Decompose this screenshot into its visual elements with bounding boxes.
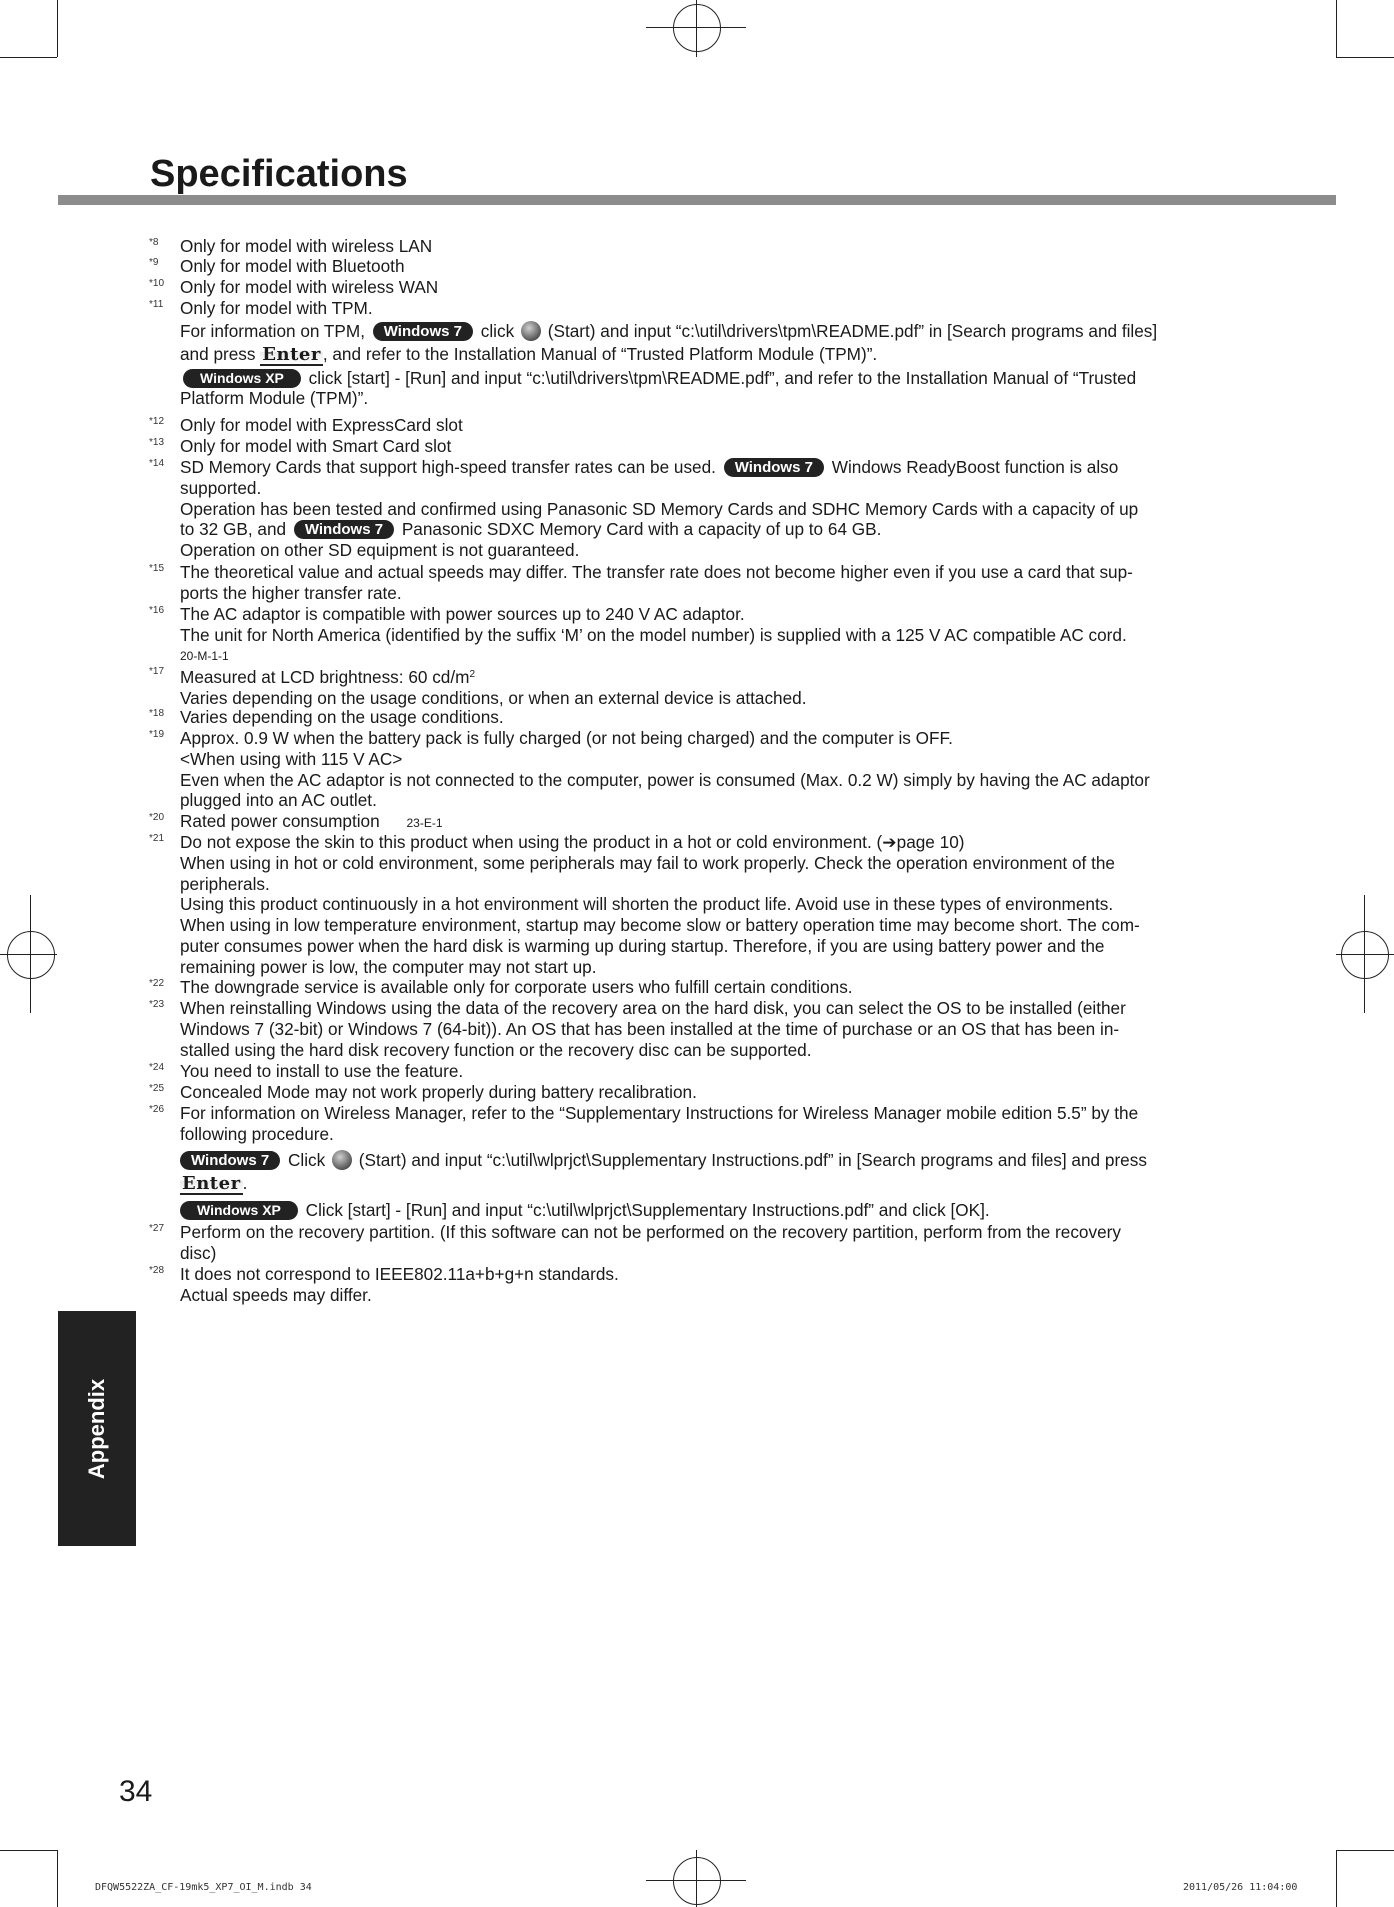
footnote <box>140 1082 1240 1103</box>
footnote-line: plugged into an AC outlet. <box>180 790 377 811</box>
footnote-line: Varies depending on the usage conditions. <box>180 707 504 727</box>
footnote-number: *21 <box>149 833 165 844</box>
footnote-number: *13 <box>149 437 165 448</box>
footer-file-info: DFQW5522ZA_CF-19mk5_XP7_OI_M.indb 34 <box>95 1882 312 1893</box>
footnote <box>140 562 1240 604</box>
start-orb-icon <box>332 1150 352 1170</box>
footnote-line: Concealed Mode may not work properly during battery recalibration. <box>180 1082 697 1102</box>
footnote <box>140 998 1240 1060</box>
footnote-line: Only for model with Smart Card slot <box>180 436 452 456</box>
footnote-line: <When using with 115 V AC> <box>180 748 403 769</box>
footnote <box>140 1264 1240 1306</box>
footnote <box>140 256 1240 277</box>
footnote-number: *28 <box>149 1265 165 1276</box>
footnote-line: The downgrade service is available only for corporate users who fulfill certain conditions. <box>180 977 853 997</box>
footnote-number: *19 <box>149 729 165 740</box>
footnote-line: following procedure. <box>180 1123 334 1144</box>
text: (Start) and input “c:\util\wlprjct\Supplementary Instructions.pdf” in [Search programs and files] and press <box>358 1149 1147 1170</box>
footnote-sd <box>140 457 1240 561</box>
footnote-number: *20 <box>149 812 165 823</box>
footnote-number: *17 <box>149 666 165 677</box>
footnote <box>140 415 1240 436</box>
footnote-line: Windows 7 (32-bit) or Windows 7 (64-bit)). An OS that has been installed at the time of purchase or an OS that has been in- <box>180 1018 1120 1039</box>
footnote-number: *25 <box>149 1083 165 1094</box>
footnote-line <box>180 457 1240 478</box>
footnote-number: *14 <box>149 458 165 469</box>
footnote-line: Perform on the recovery partition. (If this software can not be performed on the recovery partition, perform from the recovery <box>180 1222 1121 1242</box>
footnote-number: *12 <box>149 416 165 427</box>
footnote-number: *26 <box>149 1104 165 1115</box>
footnote-line <box>180 344 1240 366</box>
footnote-line: peripherals. <box>180 873 270 894</box>
footnote-line: The theoretical value and actual speeds may differ. The transfer rate does not become higher even if you use a card that sup- <box>180 562 1133 582</box>
title-rule <box>58 195 1336 205</box>
footnote-line: Actual speeds may differ. <box>180 1284 372 1305</box>
footnote <box>140 1061 1240 1082</box>
footnote-line: The unit for North America (identified by the suffix ‘M’ on the model number) is supplied with a 125 V AC compatible AC cord. <box>180 624 1127 645</box>
text: , and refer to the Installation Manual of “Trusted Platform Module (TPM)”. <box>322 343 878 364</box>
footnote-line <box>180 368 1240 389</box>
footnote <box>140 728 1240 811</box>
appendix-side-tab <box>58 1311 136 1546</box>
footnote-line: Using this product continuously in a hot environment will shorten the product life. Avoid use in these types of environments. <box>180 894 1114 915</box>
footnote <box>140 977 1240 998</box>
footnote-line: Approx. 0.9 W when the battery pack is fully charged (or not being charged) and the computer is OFF. <box>180 728 953 748</box>
footnote-number: *9 <box>149 257 159 268</box>
text: Measured at LCD brightness: 60 cd/m <box>180 667 470 687</box>
footnote-line: The AC adaptor is compatible with power sources up to 240 V AC adaptor. <box>180 604 745 624</box>
footnote-number: *8 <box>149 237 159 248</box>
footnote-line <box>180 1150 1240 1171</box>
footnote-number: *16 <box>149 605 165 616</box>
footnote <box>140 436 1240 457</box>
text: click <box>480 320 515 341</box>
windows7-badge: Windows 7 <box>724 458 824 477</box>
footnote-line: disc) <box>180 1242 217 1263</box>
text: and press <box>180 343 256 364</box>
footnote-line: When reinstalling Windows using the data of the recovery area on the hard disk, you can select the OS to be installed (either <box>180 998 1126 1018</box>
text: Click <box>287 1149 326 1170</box>
footnote-line: puter consumes power when the hard disk is warming up during startup. Therefore, if you are using battery power and the <box>180 935 1105 956</box>
footnote-line: Enter . <box>182 1173 248 1195</box>
footnote <box>140 277 1240 298</box>
text: (Start) and input “c:\util\drivers\tpm\README.pdf” in [Search programs and files] <box>547 320 1158 341</box>
footnote-line: remaining power is low, the computer may not start up. <box>180 956 597 977</box>
footnote-line: Do not expose the skin to this product when using the product in a hot or cold environment. (➔page 10) <box>180 832 965 852</box>
text: click [start] - [Run] and input “c:\util\drivers\tpm\README.pdf”, and refer to the Installation Manual of “Trusted <box>308 367 1137 388</box>
footnote-line: Only for model with wireless LAN <box>180 236 433 256</box>
windows7-badge: Windows 7 <box>180 1151 280 1170</box>
text: For information on TPM, <box>180 320 365 341</box>
footnote-number: *10 <box>149 278 165 289</box>
enter-key-icon: Enter <box>182 1173 241 1195</box>
footnote-line: It does not correspond to IEEE802.11a+b+g+n standards. <box>180 1264 619 1284</box>
page-number: 34 <box>119 1775 153 1808</box>
footnote-number: *18 <box>149 708 165 719</box>
footnote <box>140 604 1240 666</box>
footnote <box>140 832 1240 978</box>
windows7-badge: Windows 7 <box>294 520 394 539</box>
footnote-line <box>180 665 1240 688</box>
footnote <box>140 811 1240 834</box>
footnote-line: Even when the AC adaptor is not connected to the computer, power is consumed (Max. 0.2 W) simply by having the AC adaptor <box>180 769 1150 790</box>
footnote-line: Platform Module (TPM)”. <box>180 388 369 409</box>
footnote-line: Operation on other SD equipment is not guaranteed. <box>180 540 580 561</box>
footnote-tpm <box>140 298 1240 409</box>
enter-key-icon: Enter <box>262 343 321 365</box>
footnote-line: Only for model with wireless WAN <box>180 277 439 297</box>
footnote-number: *11 <box>149 299 164 310</box>
footnote-line: stalled using the hard disk recovery function or the recovery disc can be supported. <box>180 1039 812 1060</box>
page-title: Specifications <box>150 153 408 196</box>
start-orb-icon <box>521 321 541 341</box>
footnote-number: *15 <box>149 563 165 574</box>
text: to 32 GB, and <box>180 519 287 540</box>
windows7-badge: Windows 7 <box>373 322 473 341</box>
footnote-number: *23 <box>149 999 165 1010</box>
footnote-number: *24 <box>149 1062 165 1073</box>
footnote-line: Only for model with ExpressCard slot <box>180 415 463 435</box>
footnote <box>140 236 1240 257</box>
text: Click [start] - [Run] and input “c:\util\wlprjct\Supplementary Instructions.pdf” and click [OK]. <box>305 1200 990 1221</box>
footnote-number: *22 <box>149 978 165 989</box>
text: Windows ReadyBoost function is also <box>831 457 1119 477</box>
footnote-wireless-manager <box>140 1103 1240 1221</box>
footnote-line <box>180 519 1240 540</box>
footnote-line: supported. <box>180 477 262 498</box>
reference-code: 23-E-1 <box>406 816 443 830</box>
footer-timestamp: 2011/05/26 11:04:00 <box>1183 1882 1298 1893</box>
text: Panasonic SDXC Memory Card with a capacity of up to 64 GB. <box>401 519 882 540</box>
superscript: 2 <box>469 669 476 680</box>
side-tab-label: Appendix <box>84 1378 109 1480</box>
windowsxp-badge: Windows XP <box>183 369 301 388</box>
footnote <box>140 665 1240 709</box>
footnote-line <box>180 321 1240 342</box>
footnote-line: When using in low temperature environment, startup may become slow or battery operation time may become short. The com- <box>180 915 1140 936</box>
footnote-line: You need to install to use the feature. <box>180 1061 464 1081</box>
footnote-line: Rated power consumption <box>180 811 380 831</box>
footnote-number: *27 <box>149 1223 165 1234</box>
footnote-line: For information on Wireless Manager, refer to the “Supplementary Instructions for Wireless Manager mobile edition 5.5” by the <box>180 1103 1139 1123</box>
footnote <box>140 707 1240 728</box>
footnote-line: Only for model with Bluetooth <box>180 256 405 276</box>
text: SD Memory Cards that support high-speed transfer rates can be used. <box>180 457 716 477</box>
windowsxp-badge: Windows XP <box>180 1201 298 1220</box>
footnote-line: ports the higher transfer rate. <box>180 582 402 603</box>
footnote-line: Operation has been tested and confirmed using Panasonic SD Memory Cards and SDHC Memory Cards with a capacity of up <box>180 498 1139 519</box>
footnote-line: Only for model with TPM. <box>180 298 373 318</box>
footnote-line: When using in hot or cold environment, some peripherals may fail to work properly. Check the operation environment of the <box>180 852 1115 873</box>
footnote-line <box>180 1200 1240 1221</box>
footnote <box>140 1222 1240 1264</box>
reference-code: 20-M-1-1 <box>180 648 229 663</box>
footnote-line: Varies depending on the usage conditions, or when an external device is attached. <box>180 687 807 708</box>
